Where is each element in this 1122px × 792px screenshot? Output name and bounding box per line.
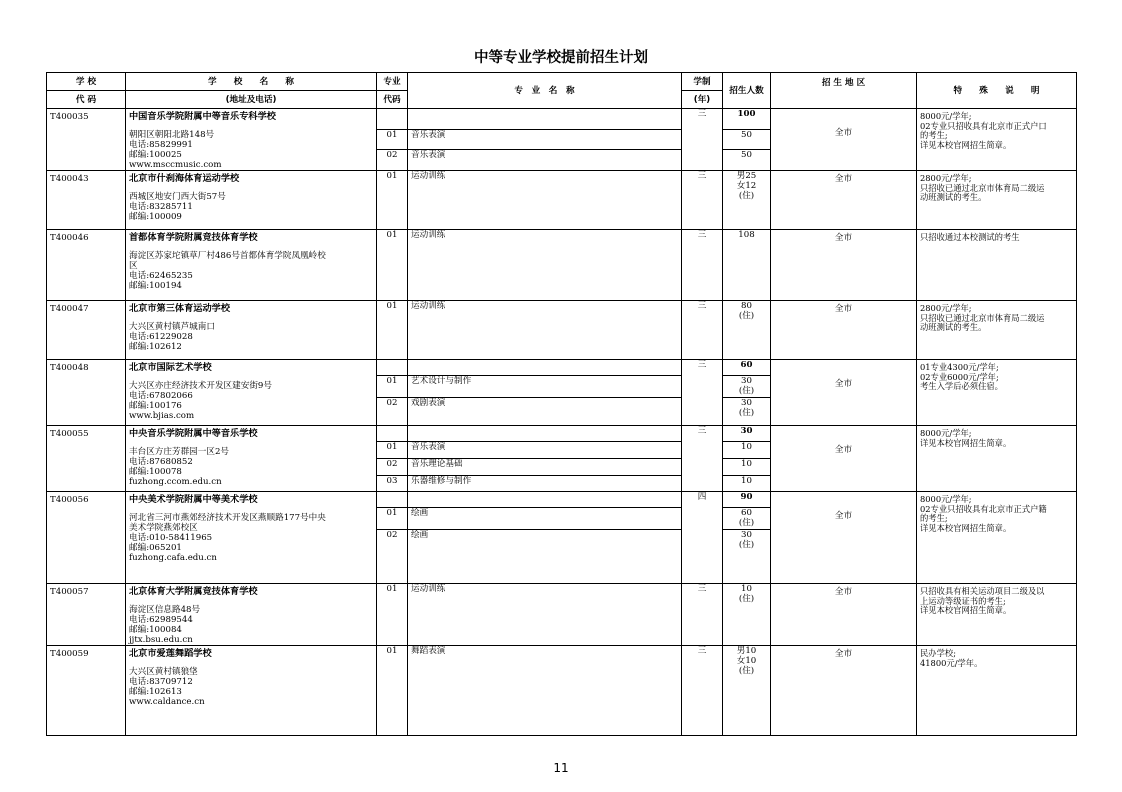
school-name: 北京市国际艺术学校 (129, 362, 212, 373)
major-code: 01 (377, 584, 408, 646)
duration: 四 (682, 492, 723, 584)
enrollment-count-line: 10 (741, 442, 752, 452)
school-address-line: 电话:83285711 (129, 202, 193, 212)
notes-line: 02专业只招收具有北京市正式户口 (920, 120, 1047, 131)
school-name: 北京市什刹海体育运动学校 (129, 173, 240, 184)
notes-line: 上运动等级证书的考生; (920, 595, 1006, 606)
enrollment-count (723, 442, 771, 459)
major-code (377, 109, 408, 130)
school-address-line: 邮编:100084 (129, 625, 182, 635)
enrollment-count-line: (住) (738, 666, 755, 676)
school-code: T400048 (47, 360, 126, 426)
region (771, 646, 917, 736)
school-code: T400059 (47, 646, 126, 736)
enrollment-count (723, 476, 771, 492)
major-name: 戏剧表演 (408, 398, 682, 426)
enrollment-count-line: 50 (741, 150, 752, 161)
school-name: 首都体育学院附属竞技体育学校 (129, 232, 258, 243)
enrollment-count (723, 584, 771, 646)
major-code (377, 426, 408, 442)
notes-line: 2800元/学年; (920, 173, 972, 183)
school-address-line: 电话:85829991 (129, 140, 193, 150)
region (771, 301, 917, 360)
notes-line: 41800元/学年。 (920, 657, 983, 668)
notes-block (920, 360, 1073, 392)
school-address-line: 河北省三河市燕郊经济技术开发区燕顺路177号中央 (129, 513, 326, 523)
school-address-line: 大兴区黄村镇芦城南口 (129, 322, 215, 332)
major-code: 01 (377, 301, 408, 360)
region-label: 全市 (834, 379, 853, 389)
major-name: 音乐表演 (408, 150, 682, 171)
school-cell (126, 492, 377, 584)
school-address-line: fuzhong.cafa.edu.cn (129, 553, 217, 563)
school-address-line: fuzhong.ccom.edu.cn (129, 477, 222, 487)
school-address-line: 丰台区方庄芳群园一区2号 (129, 447, 229, 457)
school-address-line: 电话:61229028 (129, 332, 193, 342)
enrollment-count-line: (住) (738, 540, 755, 550)
notes-line: 8000元/学年; (920, 428, 972, 438)
enrollment-count (723, 646, 771, 736)
enrollment-count-line: 30 (741, 398, 752, 408)
header-school-code: 学 校 (47, 73, 126, 91)
page-title: 中等专业学校提前招生计划 (474, 50, 648, 66)
notes-line: 只招收具有相关运动项目二级及以 (920, 586, 1045, 596)
major-code: 01 (377, 376, 408, 398)
table-row (47, 301, 1077, 360)
table-row (47, 584, 1077, 646)
duration: 三 (682, 646, 723, 736)
region-label: 全市 (834, 511, 853, 521)
major-name: 音乐表演 (408, 129, 682, 150)
school-cell (126, 171, 377, 230)
enrollment-total: 30 (723, 426, 771, 442)
region-label: 全市 (834, 445, 853, 455)
major-code: 01 (377, 442, 408, 459)
school-name: 中国音乐学院附属中等音乐专科学校 (129, 111, 276, 122)
enrollment-count-line: 30 (741, 376, 752, 386)
enrollment-count-line: (住) (738, 518, 755, 528)
table-row (47, 171, 1077, 230)
notes-block (920, 426, 1073, 448)
school-address-line: 邮编:102612 (129, 342, 182, 352)
school-address-line: 西城区地安门西大街57号 (129, 192, 226, 202)
major-name (408, 492, 682, 508)
region-label: 全市 (834, 304, 853, 314)
major-name: 音乐理论基础 (408, 459, 682, 476)
school-address-line: 区 (129, 261, 138, 271)
major-code: 02 (377, 398, 408, 426)
enrollment-total: 90 (723, 492, 771, 508)
enrollment-count-line: (住) (738, 311, 755, 321)
school-name: 中央音乐学院附属中等音乐学校 (129, 428, 258, 439)
notes-line: 的考生; (920, 130, 948, 140)
duration: 三 (682, 109, 723, 171)
region (771, 492, 917, 584)
school-address-line: 邮编:100176 (129, 401, 182, 411)
major-name: 绘画 (408, 508, 682, 530)
notes-line: 只招收已通过北京市体育局二级运 (920, 182, 1045, 193)
notes-block (920, 646, 1073, 668)
school-address-line: 电话:67802066 (129, 391, 193, 401)
table-row (47, 230, 1077, 301)
special-notes (917, 360, 1077, 426)
notes-line: 只招收已通过北京市体育局二级运 (920, 312, 1045, 323)
major-code: 02 (377, 150, 408, 171)
table-row (47, 646, 1077, 736)
major-name: 运动训练 (408, 230, 682, 301)
duration: 三 (682, 584, 723, 646)
school-address-line: 海淀区苏家坨镇草厂村486号首都体育学院凤凰岭校 (129, 251, 326, 261)
school-address-line: 邮编:065201 (129, 543, 182, 553)
school-cell (126, 360, 377, 426)
major-name: 艺术设计与制作 (408, 376, 682, 398)
school-address-line: 邮编:100025 (129, 150, 182, 160)
school-cell (126, 584, 377, 646)
notes-line: 01专业4300元/学年; (920, 362, 999, 372)
school-cell (126, 230, 377, 301)
header-major-name: 专 业 名 称 (408, 73, 682, 109)
notes-line: 详见本校官网招生简章。 (920, 437, 1012, 448)
special-notes (917, 109, 1077, 171)
special-notes (917, 230, 1077, 301)
table-row (47, 426, 1077, 442)
notes-line: 02专业6000元/学年; (920, 371, 999, 382)
school-address-line: 电话:010-58411965 (129, 533, 213, 543)
major-code (377, 492, 408, 508)
school-cell (126, 301, 377, 360)
enrollment-count (723, 508, 771, 530)
region (771, 360, 917, 426)
region (771, 230, 917, 301)
major-name (408, 426, 682, 442)
table-row (47, 360, 1077, 376)
school-address-line: 邮编:102613 (129, 687, 182, 697)
school-address-line: 邮编:100078 (129, 467, 182, 477)
header-school-name: 学 校 名 称 (126, 73, 377, 91)
enrollment-count (723, 230, 771, 301)
enrollment-count-line: 男10 (736, 646, 757, 656)
school-address-line: 电话:83709712 (129, 677, 193, 687)
notes-block (920, 230, 1073, 243)
major-name: 绘画 (408, 530, 682, 584)
notes-line: 详见本校官网招生简章。 (920, 139, 1012, 150)
notes-line: 详见本校官网招生简章。 (920, 605, 1012, 615)
major-name: 舞蹈表演 (408, 646, 682, 736)
enrollment-count-line: 10 (741, 476, 752, 486)
major-name: 运动训练 (408, 301, 682, 360)
enrollment-count-line: 30 (741, 530, 752, 540)
enrollment-count-line: (住) (738, 386, 755, 396)
major-code (377, 360, 408, 376)
major-code: 01 (377, 508, 408, 530)
special-notes (917, 492, 1077, 584)
header-major-code: 专业 (377, 73, 408, 91)
enrollment-count (723, 150, 771, 171)
school-cell (126, 426, 377, 492)
major-name: 音乐表演 (408, 442, 682, 459)
enrollment-count-line: 10 (741, 584, 752, 594)
notes-line: 02专业只招收具有北京市正式户籍 (920, 503, 1047, 514)
notes-line: 的考生; (920, 513, 948, 523)
school-address-line: 邮编:100194 (129, 281, 182, 291)
page-number: 11 (553, 761, 569, 775)
school-address-line: jjtx.bsu.edu.cn (129, 635, 193, 645)
school-name: 北京市第三体育运动学校 (129, 303, 231, 314)
notes-line: 考生入学后必须住宿。 (920, 381, 1003, 391)
special-notes (917, 426, 1077, 492)
special-notes (917, 646, 1077, 736)
region (771, 109, 917, 171)
major-name: 乐器维修与制作 (408, 476, 682, 492)
school-address-line: 电话:87680852 (129, 457, 193, 467)
major-code: 01 (377, 129, 408, 150)
major-code: 02 (377, 530, 408, 584)
major-name (408, 360, 682, 376)
major-code: 01 (377, 646, 408, 736)
school-name: 北京体育大学附属竞技体育学校 (129, 586, 258, 597)
table-row (47, 492, 1077, 508)
region-label: 全市 (834, 649, 853, 659)
school-address-line: 大兴区黄村镇狼垡 (129, 667, 198, 677)
major-code: 02 (377, 459, 408, 476)
major-code: 01 (377, 171, 408, 230)
enrollment-count (723, 171, 771, 230)
school-code: T400056 (47, 492, 126, 584)
school-code: T400046 (47, 230, 126, 301)
school-code: T400055 (47, 426, 126, 492)
notes-block (920, 301, 1073, 333)
school-address-line: 大兴区亦庄经济技术开发区建安街9号 (129, 381, 272, 391)
school-address-line: 电话:62465235 (129, 271, 193, 281)
enrollment-count (723, 530, 771, 584)
duration: 三 (682, 230, 723, 301)
region-label: 全市 (834, 174, 853, 184)
enrollment-total: 60 (723, 360, 771, 376)
school-code: T400035 (47, 109, 126, 171)
school-code: T400043 (47, 171, 126, 230)
enrollment-count-line: (住) (738, 191, 755, 201)
major-code: 03 (377, 476, 408, 492)
enrollment-count-line: 10 (741, 459, 752, 469)
enrollment-count-line: (住) (738, 408, 755, 418)
school-address-line: 美术学院燕郊校区 (129, 523, 198, 533)
enrollment-count (723, 459, 771, 476)
table-row (47, 109, 1077, 130)
header-enrollment: 招生人数 (723, 73, 771, 109)
region (771, 171, 917, 230)
special-notes (917, 301, 1077, 360)
region-label: 全市 (834, 233, 853, 243)
school-code: T400057 (47, 584, 126, 646)
header-major-code-sub: 代码 (377, 91, 408, 109)
header-duration-sub: (年) (682, 91, 723, 109)
table-body (47, 109, 1077, 736)
duration: 三 (682, 426, 723, 492)
notes-block (920, 171, 1073, 203)
duration: 三 (682, 301, 723, 360)
school-name: 北京市爱莲舞蹈学校 (129, 648, 212, 659)
enrollment-count (723, 376, 771, 398)
school-cell (126, 109, 377, 171)
school-address-line: 邮编:100009 (129, 212, 182, 222)
school-address-line: 朝阳区朝阳北路148号 (129, 130, 215, 140)
school-address-line: 海淀区信息路48号 (129, 605, 201, 615)
major-name (408, 109, 682, 130)
enrollment-table (46, 72, 1077, 736)
header-school-name-sub: (地址及电话) (126, 91, 377, 109)
enrollment-count-line: 男25 (736, 171, 757, 181)
major-name: 运动训练 (408, 584, 682, 646)
school-cell (126, 646, 377, 736)
enrollment-count-line: 女12 (736, 181, 757, 191)
header-region: 招 生 地 区 (771, 73, 917, 109)
duration: 三 (682, 171, 723, 230)
school-name: 中央美术学院附属中等美术学校 (129, 494, 258, 505)
region (771, 426, 917, 492)
major-name: 运动训练 (408, 171, 682, 230)
notes-block (920, 109, 1073, 150)
notes-line: 只招收通过本校测试的考生 (920, 232, 1020, 242)
school-code: T400047 (47, 301, 126, 360)
special-notes (917, 171, 1077, 230)
enrollment-count-line: 50 (741, 129, 752, 140)
region-label: 全市 (834, 128, 853, 138)
notes-line: 8000元/学年; (920, 111, 972, 121)
notes-line: 8000元/学年; (920, 494, 972, 504)
notes-line: 民办学校; (920, 648, 956, 658)
notes-line: 动班测试的考生。 (920, 322, 987, 332)
header-duration: 学制 (682, 73, 723, 91)
enrollment-count-line: (住) (738, 594, 755, 604)
enrollment-count (723, 398, 771, 426)
enrollment-count-line: 女10 (736, 656, 757, 666)
notes-block (920, 584, 1073, 616)
notes-line: 2800元/学年; (920, 303, 972, 313)
school-address-line: www.bjias.com (129, 411, 195, 421)
notes-line: 动班测试的考生。 (920, 192, 987, 202)
header-notes: 特 殊 说 明 (917, 73, 1077, 109)
enrollment-count-line: 80 (741, 301, 752, 311)
enrollment-count-line: 108 (738, 230, 755, 240)
region (771, 584, 917, 646)
school-address-line: 电话:62989544 (129, 615, 193, 625)
major-code: 01 (377, 230, 408, 301)
header-school-code-sub: 代 码 (47, 91, 126, 109)
enrollment-count-line: 60 (741, 508, 752, 518)
duration: 三 (682, 360, 723, 426)
notes-block (920, 492, 1073, 533)
special-notes (917, 584, 1077, 646)
enrollment-count (723, 129, 771, 150)
enrollment-total: 100 (723, 109, 771, 130)
school-address-line: www.caldance.cn (129, 697, 205, 707)
school-address-line: www.msccmusic.com (129, 160, 222, 170)
region-label: 全市 (834, 587, 853, 597)
enrollment-count (723, 301, 771, 360)
notes-line: 详见本校官网招生简章。 (920, 522, 1012, 533)
